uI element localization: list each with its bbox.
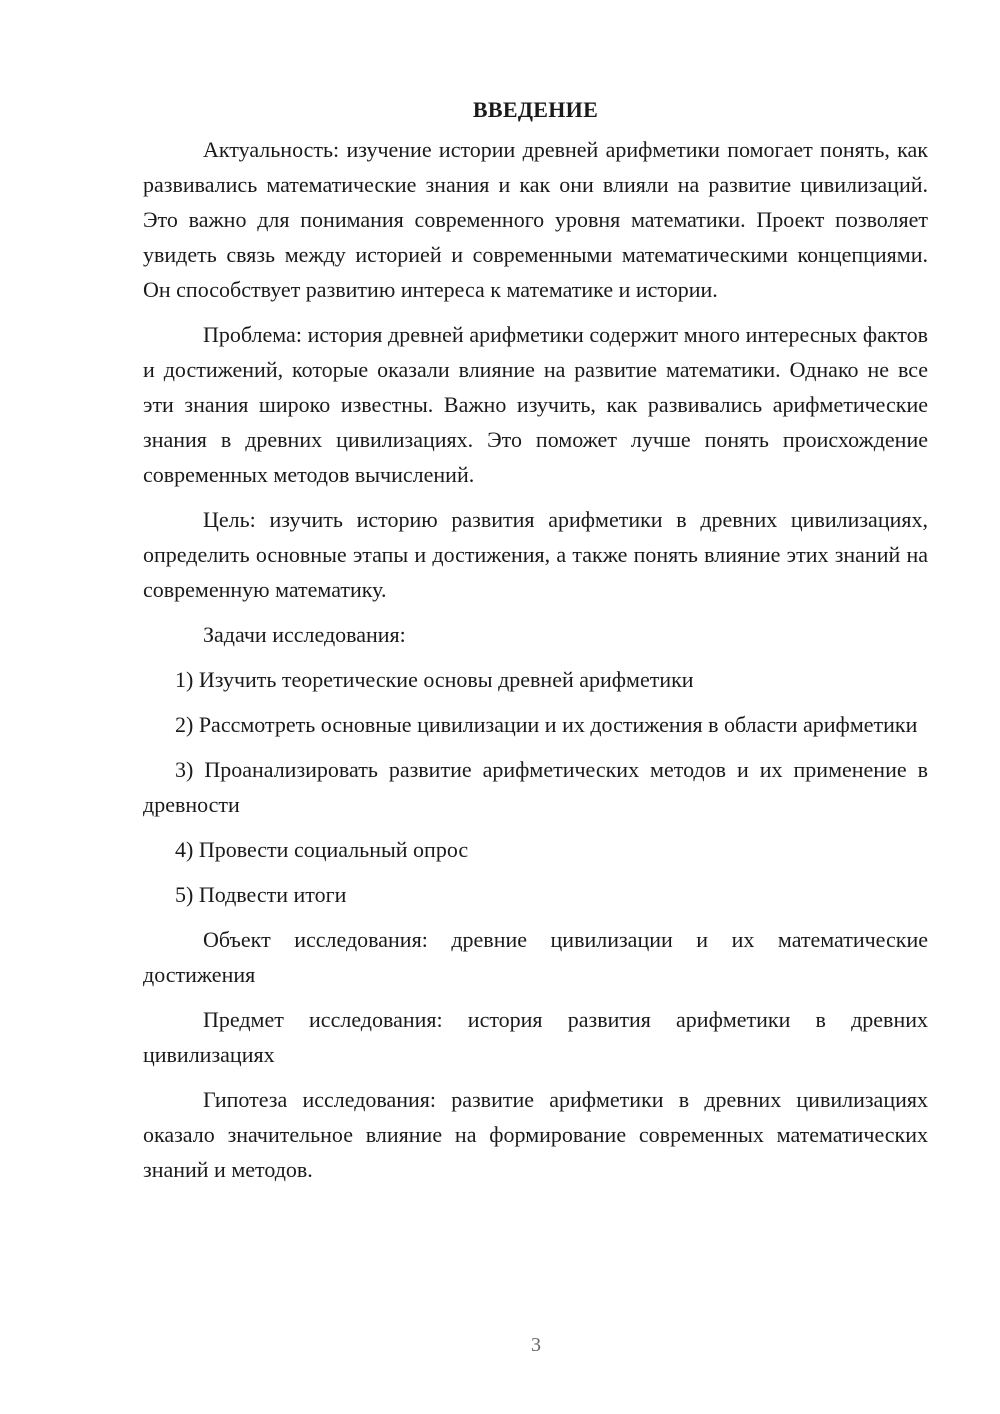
document-page (143, 92, 928, 1197)
goal-paragraph: Цель: изучить историю развития арифметики в древних цивилизациях, определить основные этапы и достижения, а также понять влияние этих знаний на современную математику. (143, 507, 928, 602)
hypothesis-paragraph: Гипотеза исследования: развитие арифметики в древних цивилизациях оказало значительное влияние на формирование современных математических знаний и методов. (143, 1087, 928, 1182)
task-item-5: 5) Подвести итоги (175, 882, 347, 907)
section-title: ВВЕДЕНИЕ (472, 97, 599, 122)
page-number: 3 (531, 1334, 541, 1356)
problem-paragraph: Проблема: история древней арифметики содержит много интересных фактов и достижений, которые оказали влияние на развитие математики. Однако не все эти знания широко известны. Важно изучить, как развивались арифметические знания в древних цивилизациях. Это поможет лучше понять происхождение современных методов вычислений. (143, 322, 928, 487)
task-item-1: 1) Изучить теоретические основы древней арифметики (175, 667, 694, 692)
task-item-4: 4) Провести социальный опрос (175, 837, 469, 862)
object-paragraph: Объект исследования: древние цивилизации и их математические достижения (143, 927, 928, 987)
task-item-2: 2) Рассмотреть основные цивилизации и их достижения в области арифметики (175, 712, 918, 737)
tasks-heading: Задачи исследования: (203, 622, 406, 647)
subject-paragraph: Предмет исследования: история развития арифметики в древних цивилизациях (143, 1007, 928, 1067)
task-item-3: 3) Проанализировать развитие арифметических методов и их применение в древности (143, 757, 928, 817)
relevance-paragraph: Актуальность: изучение истории древней арифметики помогает понять, как развивались математические знания и как они влияли на развитие цивилизаций. Это важно для понимания современного уровня математики. Проект позволяет увидеть связь между историей и современными математическими концепциями. Он способствует развитию интереса к математике и истории. (143, 137, 928, 302)
